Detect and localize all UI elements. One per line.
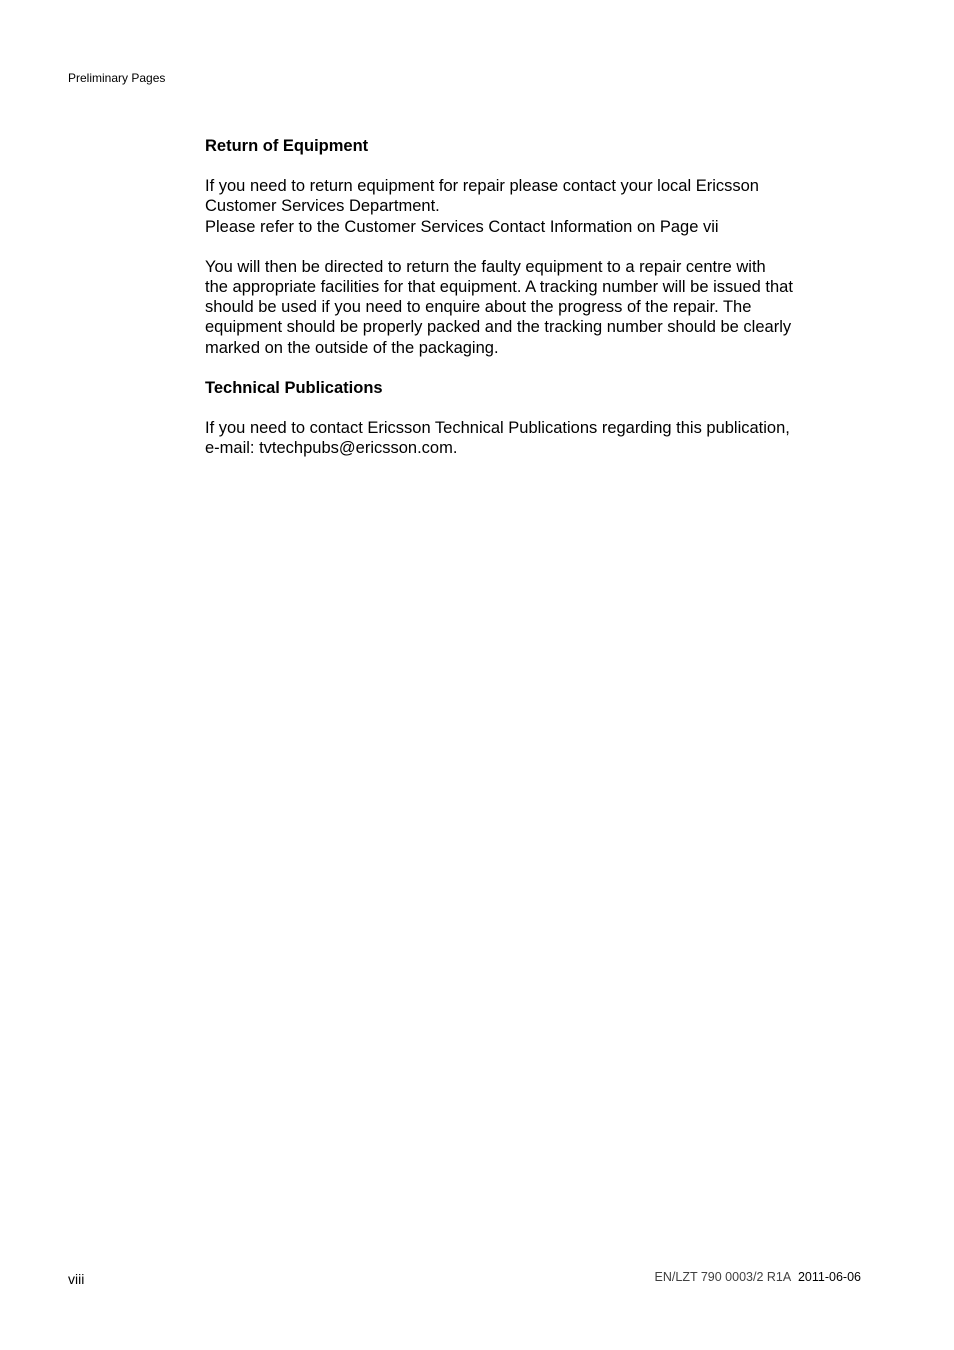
document-date: 2011-06-06 <box>797 1270 861 1284</box>
page-content <box>205 136 865 458</box>
paragraph-techpubs-contact: If you need to contact Ericsson Technical Publications regarding this publication, e-mail: tvtechpubs@ericsson.com. <box>205 419 790 458</box>
section-heading-return-of-equipment: Return of Equipment <box>205 137 369 155</box>
paragraph-return-directions: You will then be directed to return the faulty equipment to a repair centre with the appropriate facilities for that equipment. A tracking number will be issued that should be used if you need to enquire about the progress of the repair. The equipment should be properly packed and the tracking number should be clearly marked on the outside of the packaging. <box>205 257 793 357</box>
spacer <box>205 398 865 418</box>
footer-document-info <box>655 1270 861 1285</box>
spacer <box>205 156 865 176</box>
paragraph-return-contact: If you need to return equipment for repair please contact your local Ericsson Customer Services Department. Please refer to the Customer Services Contact Information on Page vii <box>205 177 759 236</box>
page-number: viii <box>68 1271 85 1287</box>
document-id: EN/LZT 790 0003/2 R1A <box>654 1270 791 1284</box>
spacer <box>205 358 865 378</box>
spacer <box>205 237 865 257</box>
running-header: Preliminary Pages <box>68 71 166 85</box>
section-heading-technical-publications: Technical Publications <box>205 378 383 397</box>
